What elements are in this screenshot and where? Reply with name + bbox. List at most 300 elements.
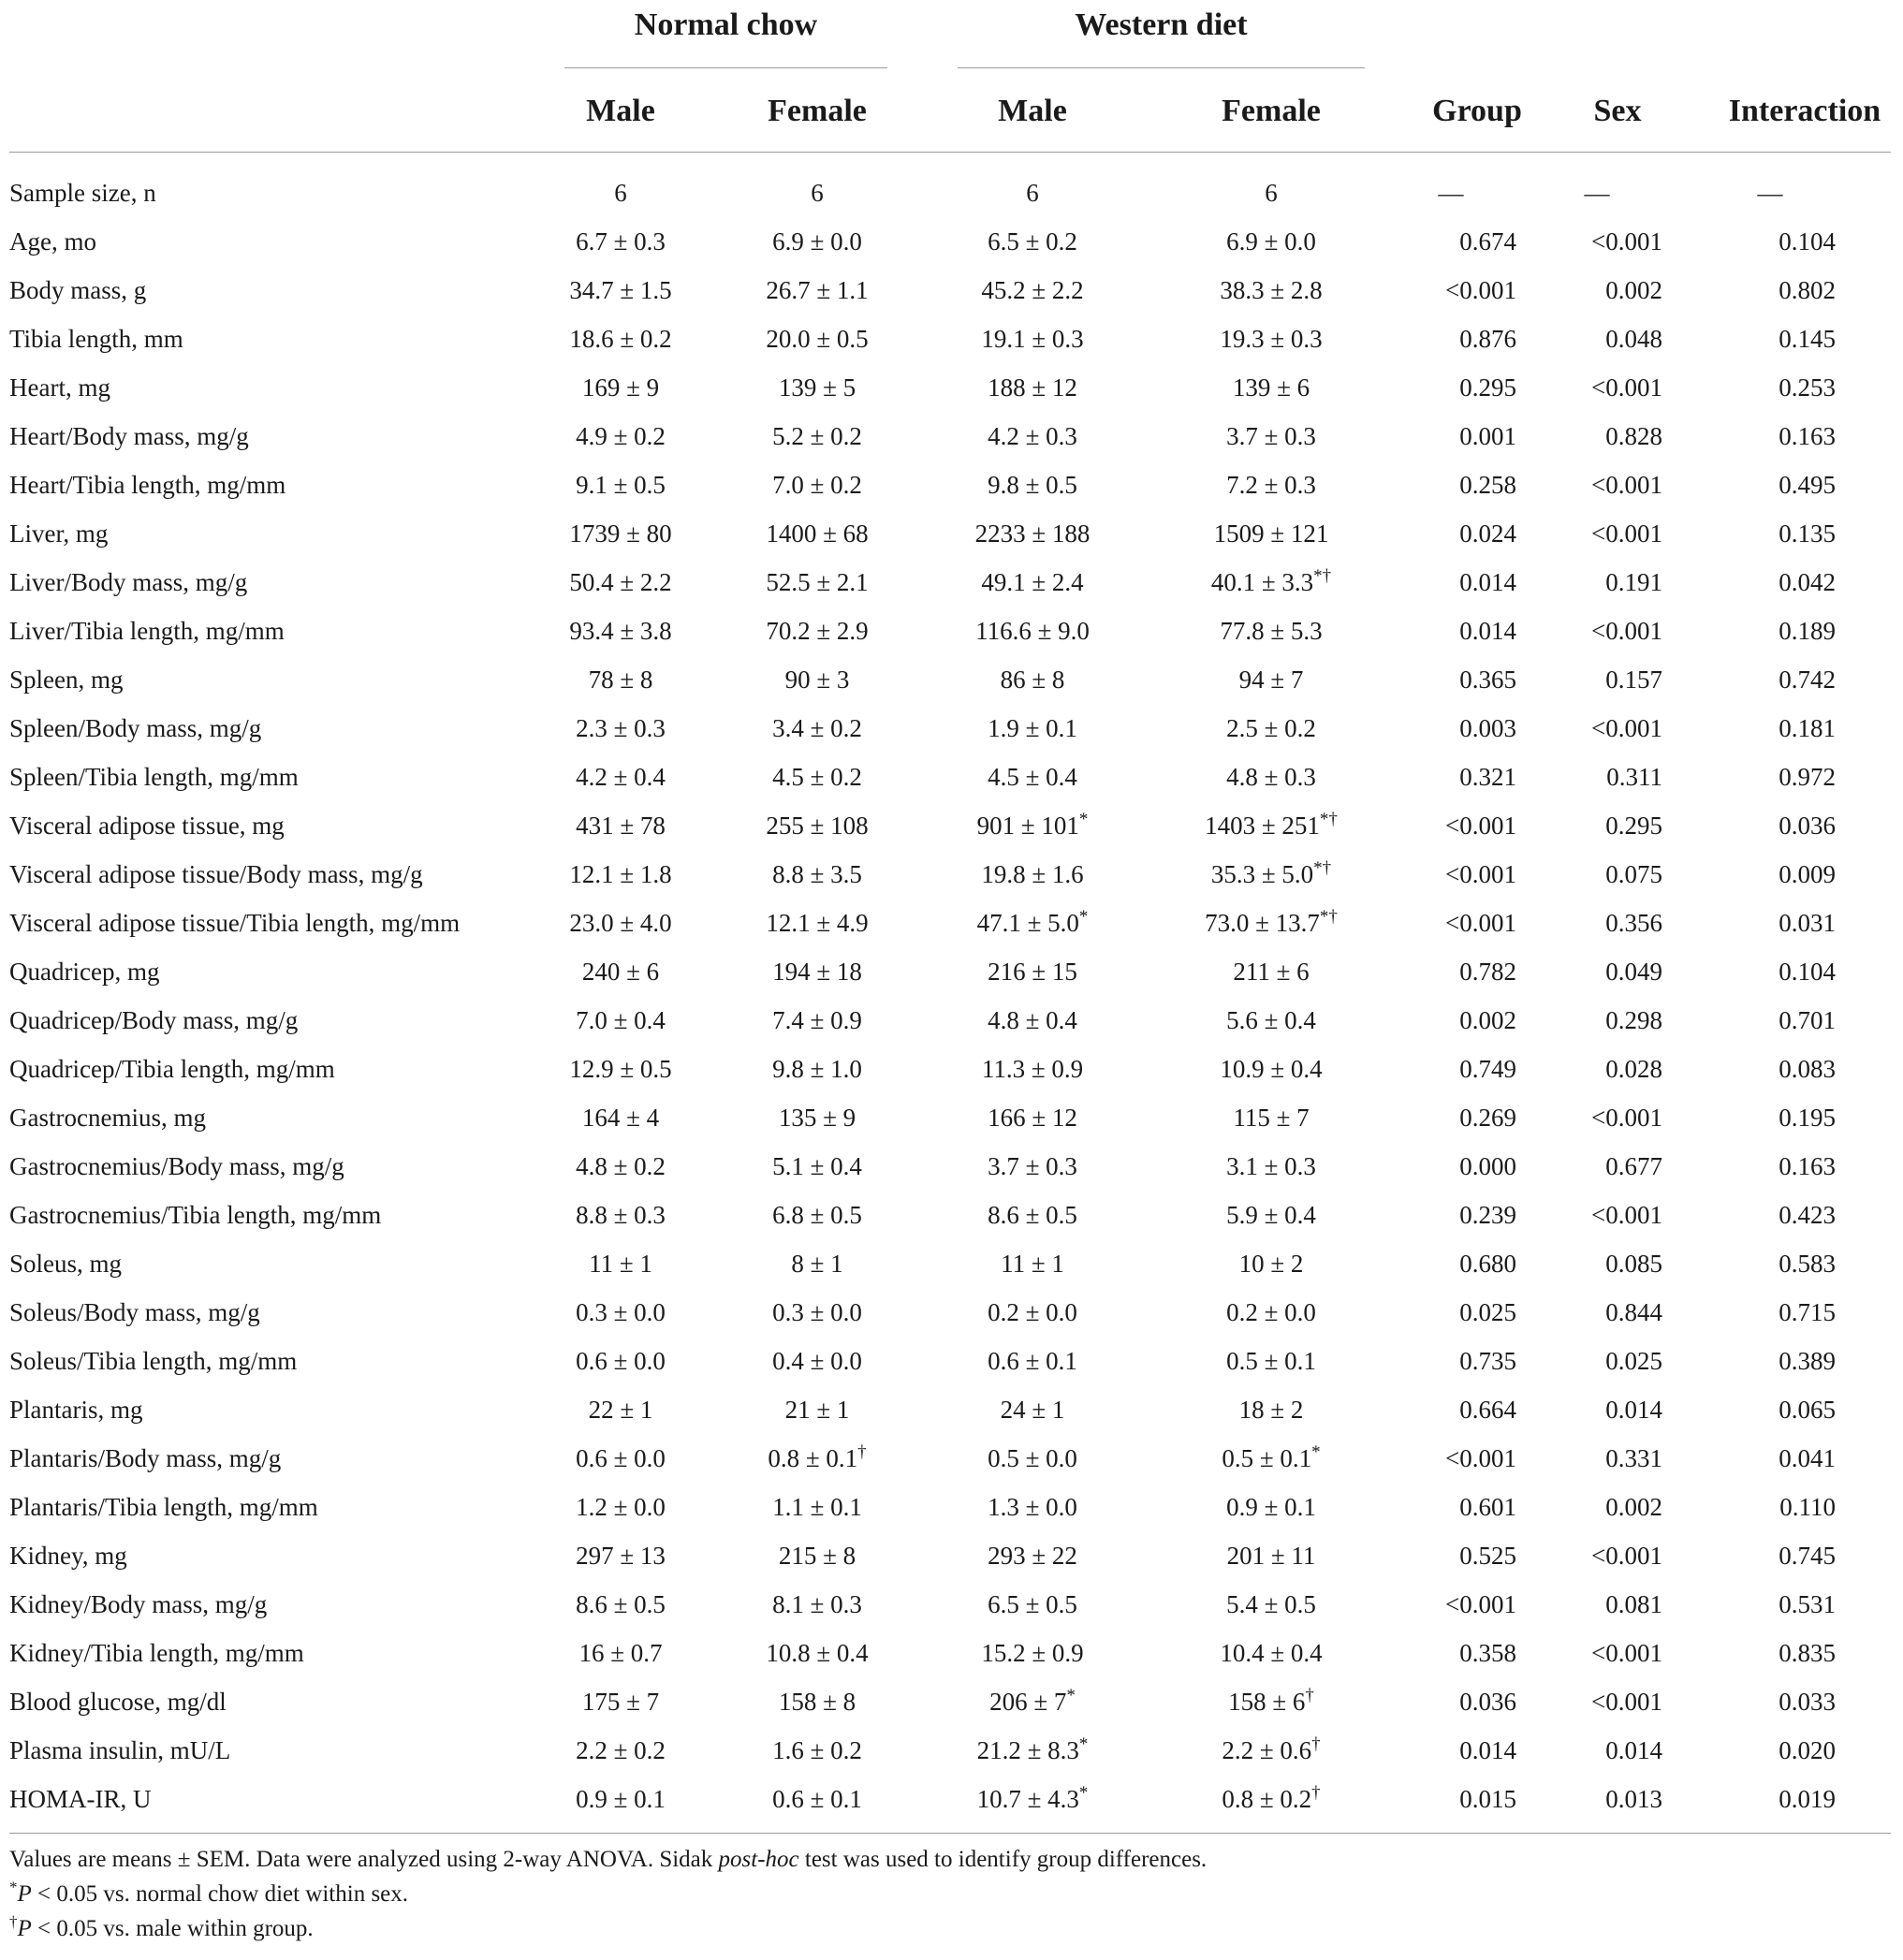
cell-p-group: 0.014 [1459, 568, 1516, 596]
cell-wd-male [939, 558, 1126, 607]
cell-value: 9.8 ± 1.0 [772, 1055, 862, 1083]
table-row [0, 266, 1903, 314]
cell-p-interaction: 0.195 [1779, 1104, 1836, 1132]
cell-wd-male [939, 996, 1126, 1045]
cell-nc-female [724, 753, 911, 801]
cell-value: 12.1 ± 1.8 [569, 860, 672, 888]
cell-wd-male [939, 1434, 1126, 1483]
row-label: Plantaris/Tibia length, mg/mm [9, 1493, 318, 1521]
cell-value: 0.8 ± 0.2 [1222, 1785, 1312, 1813]
cell-nc-female [724, 899, 911, 947]
cell-value: 5.6 ± 0.4 [1226, 1006, 1316, 1034]
significance-marker: * [1066, 1686, 1076, 1705]
cell-p-sex: <0.001 [1591, 1688, 1662, 1716]
cell-value: 255 ± 108 [766, 812, 869, 840]
cell-nc-male [527, 1337, 714, 1385]
cell-nc-female [724, 1191, 911, 1239]
cell-p-group: <0.001 [1445, 1444, 1516, 1472]
cell-wd-female [1178, 461, 1365, 509]
cell-value: 34.7 ± 1.5 [569, 276, 672, 304]
cell-wd-male [939, 850, 1126, 899]
cell-p-interaction: 0.083 [1779, 1055, 1836, 1083]
cell-value: 9.8 ± 0.5 [988, 471, 1077, 499]
cell-value: 0.5 ± 0.1 [1222, 1444, 1312, 1472]
cell-nc-female [724, 1434, 911, 1483]
cell-value: 7.2 ± 0.3 [1226, 471, 1316, 499]
cell-value: 26.7 ± 1.1 [766, 276, 869, 304]
cell-p-interaction: 0.033 [1779, 1688, 1836, 1716]
row-label: Soleus/Tibia length, mg/mm [9, 1347, 298, 1375]
cell-value: 5.9 ± 0.4 [1226, 1201, 1316, 1229]
cell-wd-male [939, 704, 1126, 753]
cell-nc-male [527, 1045, 714, 1093]
cell-value: 6.9 ± 0.0 [772, 227, 862, 256]
row-label: Visceral adipose tissue/Body mass, mg/g [9, 860, 423, 888]
cell-p-sex: <0.001 [1591, 519, 1662, 548]
cell-value: 116.6 ± 9.0 [975, 617, 1090, 645]
cell-value: 158 ± 8 [778, 1688, 856, 1716]
table-row [0, 217, 1903, 266]
cell-value: 20.0 ± 0.5 [766, 325, 869, 353]
cell-p-interaction: 0.389 [1779, 1347, 1836, 1375]
cell-wd-male [939, 1191, 1126, 1239]
group-header-normal-chow: Normal chow [634, 7, 818, 42]
cell-value: 201 ± 11 [1226, 1542, 1316, 1570]
cell-value: 11 ± 1 [589, 1250, 652, 1278]
cell-value: 47.1 ± 5.0 [976, 909, 1079, 937]
cell-wd-male [939, 1045, 1126, 1093]
cell-value: 2233 ± 188 [974, 519, 1091, 548]
cell-value: 175 ± 7 [581, 1688, 660, 1716]
cell-value: 45.2 ± 2.2 [981, 276, 1084, 304]
cell-value: 211 ± 6 [1233, 958, 1310, 986]
table-row [0, 655, 1903, 704]
cell-nc-male [527, 558, 714, 607]
cell-value: 206 ± 7 [989, 1688, 1067, 1716]
cell-value: 50.4 ± 2.2 [569, 568, 672, 596]
cell-nc-female [724, 1093, 911, 1142]
col-header-group: Group [1432, 94, 1522, 128]
cell-wd-female [1178, 1385, 1365, 1434]
cell-wd-male [939, 266, 1126, 314]
row-label: Tibia length, mm [9, 325, 183, 353]
cell-p-group: <0.001 [1445, 276, 1516, 304]
cell-value: 240 ± 6 [581, 958, 660, 986]
cell-value: 2.3 ± 0.3 [576, 714, 666, 742]
row-label: Liver/Tibia length, mg/mm [9, 617, 285, 645]
table-row [0, 753, 1903, 801]
cell-p-sex: 0.048 [1605, 325, 1662, 353]
cell-value: 0.4 ± 0.0 [772, 1347, 862, 1375]
cell-value: 4.8 ± 0.2 [576, 1152, 666, 1180]
significance-marker: † [1311, 1783, 1321, 1803]
row-label: Spleen/Tibia length, mg/mm [9, 763, 299, 791]
cell-value: 0.9 ± 0.1 [1226, 1493, 1316, 1521]
cell-p-interaction: 0.715 [1779, 1298, 1836, 1326]
cell-value: 297 ± 13 [576, 1542, 666, 1570]
cell-p-sex: 0.295 [1605, 812, 1662, 840]
cell-wd-female [1178, 753, 1365, 801]
cell-value: 3.7 ± 0.3 [988, 1152, 1077, 1180]
cell-value: 139 ± 5 [778, 373, 856, 402]
cell-nc-male [527, 753, 714, 801]
table-row [0, 1045, 1903, 1093]
cell-value: 0.3 ± 0.0 [576, 1298, 666, 1326]
cell-wd-female [1178, 1775, 1365, 1823]
significance-marker: * [1311, 1442, 1321, 1462]
cell-p-group: — [1438, 179, 1464, 207]
cell-value: 5.4 ± 0.5 [1226, 1590, 1316, 1618]
cell-p-group: 0.601 [1459, 1493, 1516, 1521]
cell-value: 6.9 ± 0.0 [1226, 227, 1316, 256]
cell-p-sex: 0.844 [1605, 1298, 1662, 1326]
cell-p-sex: 0.356 [1605, 909, 1662, 937]
cell-nc-male [527, 801, 714, 850]
cell-value: 2.2 ± 0.2 [576, 1736, 666, 1764]
cell-wd-female [1178, 412, 1365, 461]
cell-value: 16 ± 0.7 [578, 1639, 663, 1667]
cell-p-sex: 0.002 [1605, 1493, 1662, 1521]
col-header-nc-male: Male [586, 94, 655, 128]
cell-nc-female [724, 1677, 911, 1726]
row-label: Blood glucose, mg/dl [9, 1688, 227, 1716]
cell-value: 19.8 ± 1.6 [981, 860, 1084, 888]
row-label: Age, mo [9, 227, 96, 256]
cell-value: 1509 ± 121 [1213, 519, 1329, 548]
cell-value: 166 ± 12 [988, 1104, 1077, 1132]
cell-nc-female [724, 1239, 911, 1288]
cell-value: 8.6 ± 0.5 [988, 1201, 1077, 1229]
table-row [0, 1580, 1903, 1629]
cell-wd-female [1178, 1434, 1365, 1483]
row-label: Heart/Body mass, mg/g [9, 422, 249, 450]
table-row [0, 947, 1903, 996]
row-label: Plantaris/Body mass, mg/g [9, 1444, 282, 1472]
cell-p-sex: — [1584, 179, 1610, 207]
cell-wd-male [939, 168, 1126, 217]
cell-p-group: <0.001 [1445, 860, 1516, 888]
cell-wd-female [1178, 363, 1365, 412]
cell-p-group: 0.003 [1459, 714, 1516, 742]
cell-value: 10.7 ± 4.3 [976, 1785, 1079, 1813]
cell-value: 6.5 ± 0.5 [988, 1590, 1077, 1618]
cell-value: 10.8 ± 0.4 [766, 1639, 869, 1667]
cell-nc-male [527, 1288, 714, 1337]
cell-wd-female [1178, 1726, 1365, 1775]
cell-value: 1.9 ± 0.1 [988, 714, 1077, 742]
cell-value: 1.6 ± 0.2 [772, 1736, 862, 1764]
col-header-interaction: Interaction [1728, 94, 1881, 128]
cell-value: 4.8 ± 0.4 [988, 1006, 1077, 1034]
table-row [0, 1677, 1903, 1726]
cell-wd-male [939, 314, 1126, 363]
cell-p-sex: <0.001 [1591, 617, 1662, 645]
cell-p-sex: 0.828 [1605, 422, 1662, 450]
row-label: Liver, mg [9, 519, 109, 548]
significance-marker: † [1305, 1686, 1314, 1705]
cell-nc-female [724, 1337, 911, 1385]
cell-value: 4.2 ± 0.3 [988, 422, 1077, 450]
row-label: Gastrocnemius/Tibia length, mg/mm [9, 1201, 382, 1229]
cell-wd-female [1178, 899, 1365, 947]
cell-wd-male [939, 363, 1126, 412]
cell-p-interaction: 0.583 [1779, 1250, 1836, 1278]
table-body [0, 168, 1903, 1823]
cell-wd-male [939, 1726, 1126, 1775]
cell-p-interaction: 0.020 [1779, 1736, 1836, 1764]
cell-nc-female [724, 1726, 911, 1775]
row-label: Spleen, mg [9, 666, 124, 694]
cell-wd-female [1178, 1093, 1365, 1142]
cell-nc-male [527, 461, 714, 509]
cell-wd-female [1178, 1142, 1365, 1191]
cell-p-group: 0.000 [1459, 1152, 1516, 1180]
cell-p-interaction: 0.531 [1779, 1590, 1836, 1618]
row-label: Spleen/Body mass, mg/g [9, 714, 262, 742]
cell-wd-male [939, 607, 1126, 655]
cell-value: 188 ± 12 [988, 373, 1077, 402]
cell-value: 194 ± 18 [772, 958, 862, 986]
row-label: Heart/Tibia length, mg/mm [9, 471, 286, 499]
cell-p-group: 0.674 [1459, 227, 1516, 256]
cell-value: 10.9 ± 0.4 [1220, 1055, 1323, 1083]
cell-wd-male [939, 461, 1126, 509]
group-underline-western-diet [958, 67, 1365, 68]
cell-value: 215 ± 8 [778, 1542, 856, 1570]
cell-wd-female [1178, 558, 1365, 607]
row-label: Soleus, mg [9, 1250, 123, 1278]
cell-wd-female [1178, 1483, 1365, 1531]
cell-value: 9.1 ± 0.5 [576, 471, 666, 499]
cell-p-group: 0.321 [1459, 763, 1516, 791]
cell-nc-male [527, 1239, 714, 1288]
cell-p-sex: 0.013 [1605, 1785, 1662, 1813]
table-row [0, 801, 1903, 850]
cell-p-group: <0.001 [1445, 909, 1516, 937]
cell-p-interaction: 0.104 [1779, 958, 1836, 986]
cell-nc-female [724, 1385, 911, 1434]
cell-p-group: 0.782 [1459, 958, 1516, 986]
cell-value: 86 ± 8 [1000, 666, 1065, 694]
cell-nc-female [724, 558, 911, 607]
significance-marker: *† [1319, 810, 1338, 829]
cell-value: 49.1 ± 2.4 [981, 568, 1084, 596]
cell-nc-female [724, 1629, 911, 1677]
cell-value: 2.5 ± 0.2 [1226, 714, 1316, 742]
cell-p-sex: 0.002 [1605, 276, 1662, 304]
group-header-western-diet: Western diet [1075, 7, 1248, 42]
cell-p-group: 0.001 [1459, 422, 1516, 450]
cell-p-interaction: 0.009 [1779, 860, 1836, 888]
cell-p-sex: <0.001 [1591, 1104, 1662, 1132]
cell-nc-female [724, 1142, 911, 1191]
table-row [0, 850, 1903, 899]
cell-p-sex: 0.085 [1605, 1250, 1662, 1278]
cell-nc-female [724, 168, 911, 217]
cell-value: 0.6 ± 0.1 [772, 1785, 862, 1813]
cell-value: 6 [1026, 179, 1039, 207]
col-header-sex: Sex [1593, 94, 1642, 128]
cell-p-group: 0.014 [1459, 1736, 1516, 1764]
table-row [0, 899, 1903, 947]
cell-wd-male [939, 947, 1126, 996]
cell-value: 4.9 ± 0.2 [576, 422, 666, 450]
table-row [0, 1239, 1903, 1288]
cell-value: 135 ± 9 [778, 1104, 856, 1132]
cell-value: 94 ± 7 [1238, 666, 1304, 694]
significance-marker: *† [1313, 566, 1332, 586]
cell-value: 52.5 ± 2.1 [766, 568, 869, 596]
cell-p-interaction: 0.163 [1779, 1152, 1836, 1180]
cell-value: 169 ± 9 [581, 373, 660, 402]
footnote-dagger: †P < 0.05 vs. male within group. [9, 1912, 314, 1941]
cell-wd-female [1178, 314, 1365, 363]
cell-p-group: <0.001 [1445, 812, 1516, 840]
cell-p-group: 0.358 [1459, 1639, 1516, 1667]
cell-nc-female [724, 655, 911, 704]
row-label: Quadricep/Body mass, mg/g [9, 1006, 299, 1034]
row-label: Plantaris, mg [9, 1396, 143, 1424]
cell-wd-female [1178, 1677, 1365, 1726]
cell-p-group: 0.365 [1459, 666, 1516, 694]
cell-value: 23.0 ± 4.0 [569, 909, 672, 937]
cell-value: 0.6 ± 0.0 [576, 1444, 666, 1472]
row-label: Sample size, n [9, 179, 156, 207]
cell-wd-male [939, 412, 1126, 461]
cell-p-interaction: — [1757, 179, 1783, 207]
cell-value: 93.4 ± 3.8 [569, 617, 672, 645]
cell-value: 901 ± 101 [976, 812, 1079, 840]
cell-nc-male [527, 704, 714, 753]
cell-value: 4.8 ± 0.3 [1226, 763, 1316, 791]
table-row [0, 1483, 1903, 1531]
cell-p-group: 0.239 [1459, 1201, 1516, 1229]
cell-nc-male [527, 168, 714, 217]
cell-value: 35.3 ± 5.0 [1210, 860, 1314, 888]
table-row [0, 314, 1903, 363]
cell-p-interaction: 0.145 [1779, 325, 1836, 353]
cell-value: 1403 ± 251 [1205, 812, 1320, 840]
cell-value: 139 ± 6 [1232, 373, 1310, 402]
significance-marker: *† [1313, 858, 1332, 878]
cell-value: 3.7 ± 0.3 [1226, 422, 1316, 450]
cell-value: 70.2 ± 2.9 [766, 617, 869, 645]
cell-nc-male [527, 1775, 714, 1823]
table-row [0, 1337, 1903, 1385]
row-label: Gastrocnemius/Body mass, mg/g [9, 1152, 344, 1180]
cell-p-interaction: 0.031 [1779, 909, 1836, 937]
cell-wd-male [939, 1337, 1126, 1385]
cell-value: 8 ± 1 [791, 1250, 843, 1278]
cell-p-group: 0.876 [1459, 325, 1516, 353]
cell-nc-female [724, 1288, 911, 1337]
cell-wd-female [1178, 704, 1365, 753]
table-row [0, 509, 1903, 558]
cell-wd-female [1178, 1629, 1365, 1677]
cell-nc-female [724, 1531, 911, 1580]
table-footnotes [9, 1842, 1891, 1946]
cell-p-group: 0.680 [1459, 1250, 1516, 1278]
cell-value: 19.3 ± 0.3 [1220, 325, 1323, 353]
cell-wd-female [1178, 850, 1365, 899]
cell-value: 4.5 ± 0.2 [772, 763, 862, 791]
row-label: Visceral adipose tissue/Tibia length, mg/mm [9, 909, 461, 937]
cell-wd-male [939, 1580, 1126, 1629]
cell-p-interaction: 0.835 [1779, 1639, 1836, 1667]
cell-value: 293 ± 22 [988, 1542, 1077, 1570]
cell-nc-male [527, 1483, 714, 1531]
cell-p-sex: <0.001 [1591, 227, 1662, 256]
cell-p-group: 0.036 [1459, 1688, 1516, 1716]
cell-value: 1.3 ± 0.0 [988, 1493, 1077, 1521]
cell-wd-male [939, 509, 1126, 558]
cell-wd-male [939, 753, 1126, 801]
cell-p-interaction: 0.802 [1779, 276, 1836, 304]
cell-value: 431 ± 78 [576, 812, 666, 840]
cell-value: 6.7 ± 0.3 [576, 227, 666, 256]
cell-wd-male [939, 1531, 1126, 1580]
cell-p-sex: 0.049 [1605, 958, 1662, 986]
cell-wd-female [1178, 509, 1365, 558]
cell-p-sex: 0.311 [1606, 763, 1662, 791]
footnote-methods: Values are means ± SEM. Data were analyzed using 2-way ANOVA. Sidak post-hoc test was used to identify group differences. [9, 1847, 1208, 1872]
cell-p-sex: <0.001 [1591, 1201, 1662, 1229]
row-label: Quadricep/Tibia length, mg/mm [9, 1055, 335, 1083]
cell-value: 1.2 ± 0.0 [576, 1493, 666, 1521]
cell-value: 6 [811, 179, 824, 207]
table-row [0, 558, 1903, 607]
cell-wd-female [1178, 1191, 1365, 1239]
table-row [0, 1142, 1903, 1191]
cell-value: 4.5 ± 0.4 [988, 763, 1077, 791]
table-row [0, 704, 1903, 753]
cell-wd-male [939, 1385, 1126, 1434]
cell-wd-male [939, 1677, 1126, 1726]
cell-p-interaction: 0.042 [1779, 568, 1836, 596]
row-label: Body mass, g [9, 276, 147, 304]
table-row [0, 1093, 1903, 1142]
table-row [0, 168, 1903, 217]
significance-marker: * [1078, 1783, 1089, 1803]
significance-marker: *† [1319, 907, 1338, 927]
cell-wd-male [939, 801, 1126, 850]
cell-value: 21 ± 1 [784, 1396, 850, 1424]
cell-nc-male [527, 314, 714, 363]
cell-p-sex: 0.157 [1605, 666, 1662, 694]
cell-nc-male [527, 217, 714, 266]
cell-p-sex: 0.298 [1605, 1006, 1662, 1034]
cell-p-interaction: 0.495 [1779, 471, 1836, 499]
cell-nc-female [724, 947, 911, 996]
cell-p-sex: 0.677 [1605, 1152, 1662, 1180]
cell-nc-male [527, 1191, 714, 1239]
cell-nc-female [724, 704, 911, 753]
table-row [0, 1775, 1903, 1823]
cell-nc-female [724, 412, 911, 461]
cell-nc-male [527, 1531, 714, 1580]
cell-value: 21.2 ± 8.3 [976, 1736, 1079, 1764]
cell-value: 12.9 ± 0.5 [569, 1055, 672, 1083]
cell-nc-male [527, 899, 714, 947]
cell-value: 4.2 ± 0.4 [576, 763, 666, 791]
footer-rule [9, 1833, 1891, 1834]
cell-nc-male [527, 266, 714, 314]
table-row [0, 1385, 1903, 1434]
cell-value: 6 [1265, 179, 1278, 207]
cell-nc-male [527, 1434, 714, 1483]
cell-p-interaction: 0.253 [1779, 373, 1836, 402]
cell-value: 1400 ± 68 [766, 519, 869, 548]
